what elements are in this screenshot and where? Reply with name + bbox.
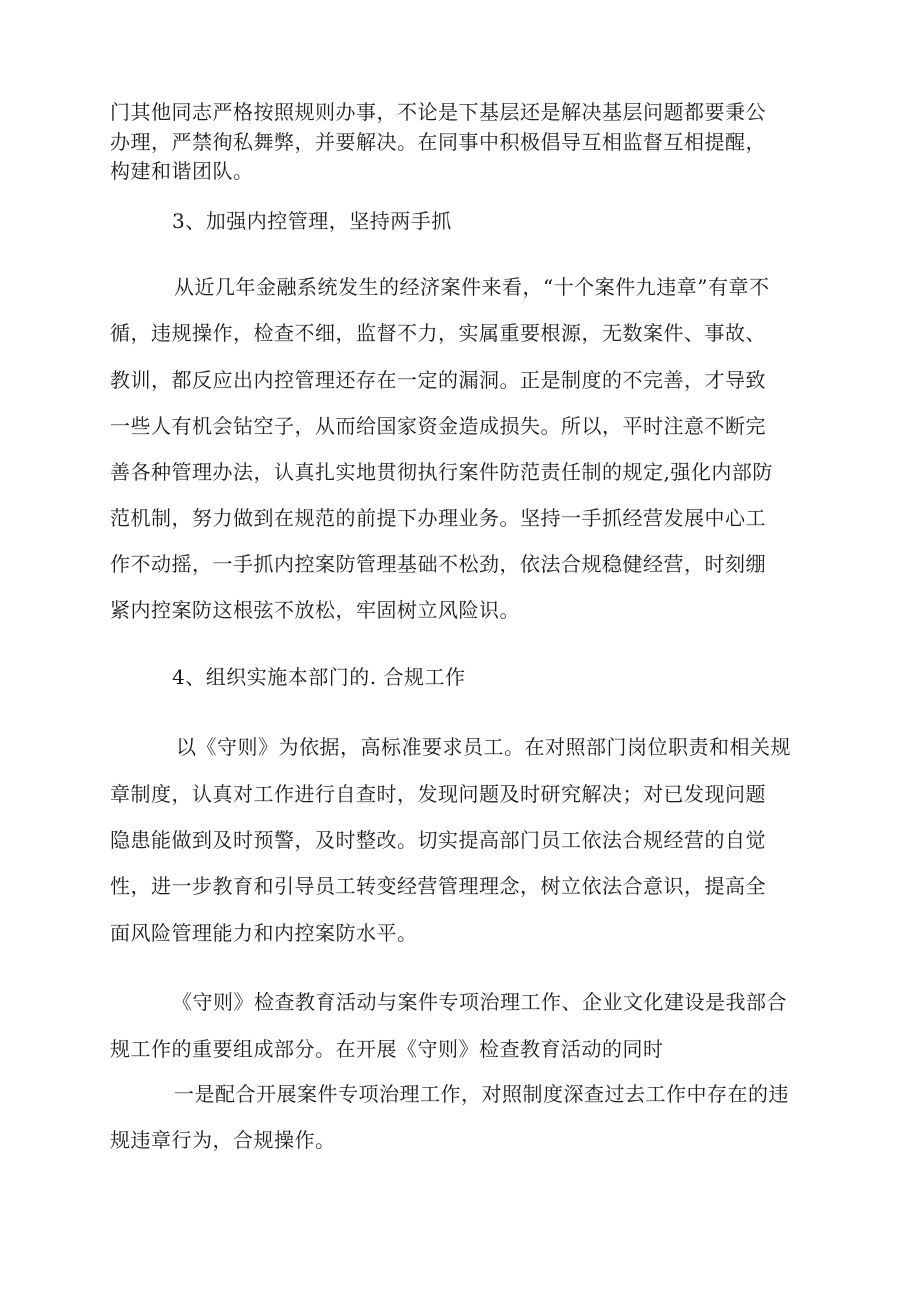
paragraph-line: 章制度，认真对工作进行自查时，发现问题及时研究解决；对已发现问题 [110,782,766,806]
paragraph-line: 作不动摇，一手抓内控案防管理基础不松劲，依法合规稳健经营，时刻绷 [110,552,766,576]
paragraph-line: 教训，都反应出内控管理还存在一定的漏洞。正是制度的不完善，才导致 [110,368,766,392]
paragraph-line: 范机制，努力做到在规范的前提下办理业务。坚持一手抓经营发展中心工 [110,506,766,530]
paragraph-line: 规工作的重要组成部分。在开展《守则》检查教育活动的同时 [110,1037,664,1061]
paragraph-line: 面风险管理能力和内控案防水平。 [110,921,418,945]
paragraph-line: 从近几年金融系统发生的经济案件来看，“十个案件九违章”有章不 [174,275,770,299]
section-heading: 4、组织实施本部门的. 合规工作 [172,665,466,689]
paragraph-line: 办理，严禁徇私舞弊，并要解决。在同事中积极倡导互相监督互相提醒， [110,130,766,154]
paragraph-line: 善各种管理办法，认真扎实地贯彻执行案件防范责任制的规定,强化内部防 [110,460,773,484]
paragraph-line: 性，进一步教育和引导员工转变经营管理理念，树立依法合意识，提高全 [110,874,766,898]
section-heading: 3、加强内控管理，坚持两手抓 [172,209,452,233]
paragraph-line: 隐患能做到及时预警，及时整改。切实提高部门员工依法合规经营的自觉 [110,828,766,852]
paragraph-line: 《守则》检查教育活动与案件专项治理工作、企业文化建设是我部合 [172,990,787,1014]
paragraph-line: 一是配合开展案件专项治理工作，对照制度深查过去工作中存在的违 [174,1082,789,1106]
paragraph-line: 紧内控案防这根弦不放松，牢固树立风险识。 [110,598,520,622]
paragraph-line: 循，违规操作，检查不细，监督不力，实属重要根源，无数案件、事故、 [110,321,766,345]
paragraph-line: 以《守则》为依据，高标准要求员工。在对照部门岗位职责和相关规 [176,735,791,759]
paragraph-line: 门其他同志严格按照规则办事，不论是下基层还是解决基层问题都要秉公 [110,100,766,124]
paragraph-line: 构建和谐团队。 [110,159,254,183]
paragraph-line: 规违章行为，合规操作。 [110,1128,336,1152]
paragraph-line: 一些人有机会钻空子，从而给国家资金造成损失。所以，平时注意不断完 [110,414,766,438]
